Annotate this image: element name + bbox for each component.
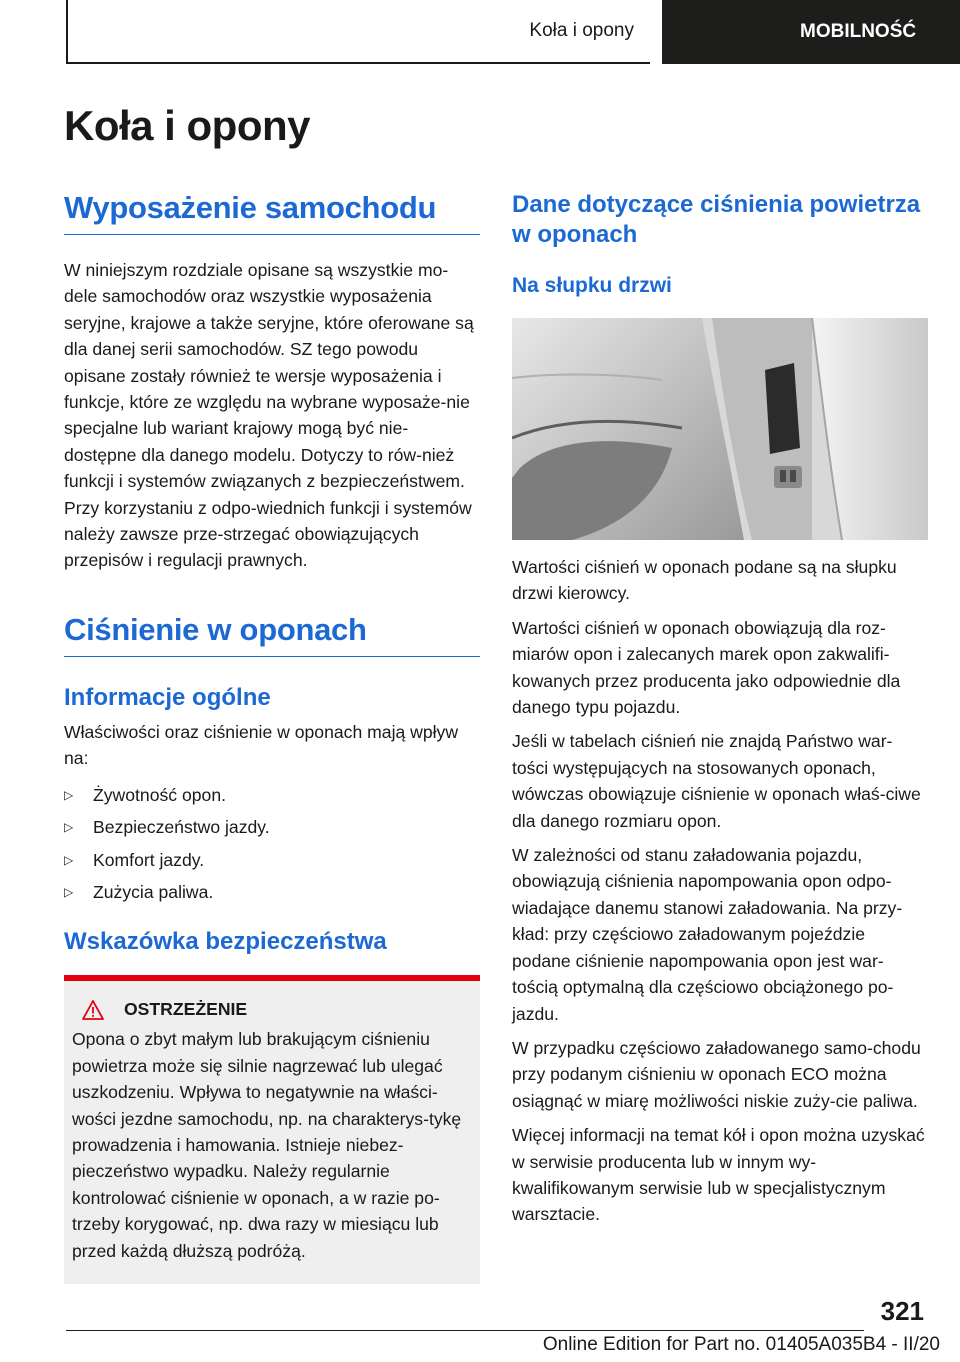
list-item: ▷ Komfort jazdy. [64, 847, 480, 873]
equipment-text: W niniejszym rozdziale opisane są wszystkie mo-dele samochodów oraz wszystkie wyposażenia seryjne, krajowe a także seryjne, które oferowane są dla danej serii samochodów. SZ tego powodu opisane zostały również te wersje wyposażenia i funkcje, które ze względu na wybrane wyposaże-nie specjalne lub wariant krajowy mogą być nie-dostępne dla danego modelu. Dotyczy to rów-nież funkcji i systemów związanych z bezpieczeństwem. Przy korzystaniu z odpo-wiednich funkcji i systemów należy zawsze prze-strzegać obowiązujących przepisów i regulacji prawnych. [64, 260, 474, 571]
warning-label: OSTRZEŻENIE [124, 999, 248, 1020]
header-border-bottom [66, 62, 650, 64]
triangle-bullet-icon: ▷ [64, 820, 74, 835]
list-item: ▷ Zużycia paliwa. [64, 879, 480, 905]
paragraph: W zależności od stanu załadowania pojazdu, obowiązują ciśnienia napompowania opon odpo-wiadające danemu stanowi załadowania. Na przy-kład: przy częściowo załadowanym pojeździe podane ciśnienie napompowania opon jest war-tością optymalną dla częściowo obciążonego po-jazdu. [512, 845, 903, 1024]
triangle-bullet-icon: ▷ [64, 852, 74, 867]
paragraph: W przypadku częściowo załadowanego samo-chodu przy podanym ciśnieniu w oponach ECO można osiągnąć w miarę możliwości niskie zuży-cie paliwa. [512, 1037, 921, 1111]
paragraph: Wartości ciśnień w oponach podane są na słupku drzwi kierowcy. [512, 557, 897, 604]
pressure-data-heading: Dane dotyczące ciśnienia powietrza w oponach [512, 191, 921, 248]
warning-triangle-icon [82, 1000, 104, 1020]
door-pillar-photo [512, 318, 928, 540]
page-number: 321 [880, 1296, 924, 1326]
general-info-heading: Informacje ogólne [64, 683, 271, 711]
paragraph: Więcej informacji na temat kół i opon można uzyskać w serwisie producenta lub w innym wy-kwalifikowanym serwisie lub w specjalistycznym warsztacie. [512, 1125, 925, 1225]
paragraph: Jeśli w tabelach ciśnień nie znajdą Państwo war-tości występujących na stosowanych oponach, wówczas obowiązuje ciśnienie w oponach właś-ciwe dla danego rozmiaru opon. [512, 731, 921, 831]
general-info-text: Właściwości oraz ciśnienie w oponach mają wpływ na: [64, 721, 459, 769]
warning-header [72, 999, 471, 1020]
footer-edition: Online Edition for Part no. 01405A035B4 - II/20 [542, 1334, 940, 1355]
warning-box [64, 981, 480, 1284]
list-item: ▷ Żywotność opon. [64, 782, 480, 808]
properties-list [64, 782, 480, 906]
right-column [512, 190, 928, 1228]
footer-divider [66, 1330, 864, 1331]
list-item: ▷ Bezpieczeństwo jazdy. [64, 814, 480, 840]
warning-text: Opona o zbyt małym lub brakującym ciśnieniu powietrza może się silnie nagrzewać lub ulegać uszkodzeniu. Wpływa to negatywnie na właści-wości jezdne samochodu, np. na charakterys-tykę prowadzenia i hamowania. Istnieje niebez-pieczeństwo wypadku. Należy regularnie kontrolować ciśnienie w oponach, a w razie po-trzeby korygować, np. dwa razy w miesiącu lub przed każdą dłuższą podróżą. [72, 1029, 462, 1261]
paragraph: Wartości ciśnień w oponach obowiązują dla roz-miarów opon i zalecanych marek opon zakwalifi-kowanych przez producenta jako odpowiednie dla danego typu pojazdu. [512, 617, 901, 718]
door-pillar-heading: Na słupku drzwi [512, 274, 672, 297]
left-column [64, 190, 480, 1284]
tire-pressure-heading: Ciśnienie w oponach [64, 612, 480, 657]
triangle-bullet-icon: ▷ [64, 884, 74, 899]
safety-heading: Wskazówka bezpieczeństwa [64, 928, 387, 956]
triangle-bullet-icon: ▷ [64, 787, 74, 802]
header-chapter-tab: MOBILNOŚĆ [662, 0, 960, 64]
equipment-heading: Wyposażenie samochodu [64, 190, 480, 235]
header-section-title: Koła i opony [529, 20, 634, 41]
page-title: Koła i opony [64, 102, 310, 149]
